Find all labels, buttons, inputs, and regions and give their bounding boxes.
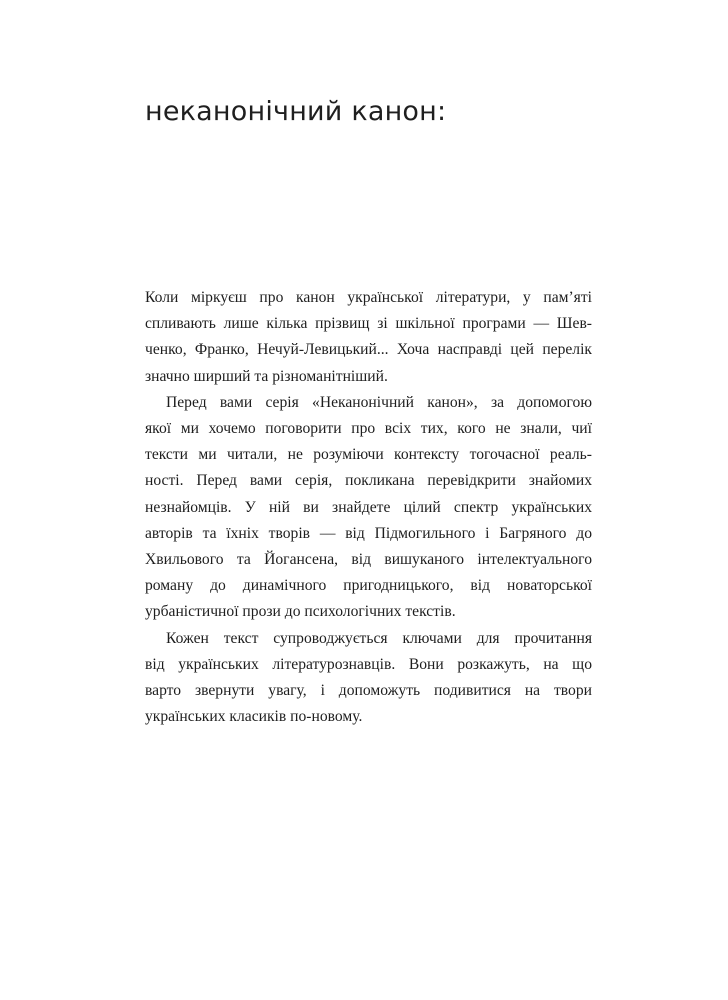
paragraph-2-line-7: Хвильового та Йогансена, від вишуканого інтелектуального: [145, 551, 592, 569]
paragraph-2-line-3: тексти ми читали, не розуміючи контексту тогочасної реаль-: [145, 446, 592, 464]
paragraph-1-line-4: значно ширший та різноманітніший.: [145, 367, 388, 385]
paragraph-1-line-1: Коли міркуєш про канон української літератури, у пам’яті: [145, 289, 592, 306]
paragraph-2-line-9: урбаністичної прози до психологічних текстів.: [145, 603, 456, 621]
paragraph-2-line-6: авторів та їхніх творів — від Підмогильного і Багряного до: [145, 524, 592, 542]
paragraph-2-line-1: Перед вами серія «Неканонічний канон», за допомогою: [166, 393, 592, 411]
paragraph-3-line-3: варто звернути увагу, і допоможуть подивитися на твори: [145, 682, 592, 700]
paragraph-2-line-5: незнайомців. У ній ви знайдете цілий спектр українських: [145, 498, 592, 516]
paragraph-3-line-2: від українських літературознавців. Вони розкажуть, на що: [145, 655, 592, 673]
page-title: неканонічний канон:: [145, 96, 447, 127]
paragraph-2-line-8: роману до динамічного пригодницького, від новаторської: [145, 577, 592, 595]
body-text: [145, 285, 592, 730]
paragraph-2-line-2: якої ми хочемо поговорити про всіх тих, кого не знали, чиї: [145, 420, 592, 438]
paragraph-3-line-4: українських класиків по-новому.: [145, 708, 363, 726]
paragraph-2-line-4: ності. Перед вами серія, покликана перевідкрити знайомих: [145, 472, 592, 490]
paragraph-1-line-3: ченко, Франко, Нечуй-Левицький... Хоча насправді цей перелік: [145, 341, 592, 359]
paragraph-3-line-1: Кожен текст супроводжується ключами для прочитання: [166, 629, 592, 647]
paragraph-1-line-2: спливають лише кілька прізвищ зі шкільної програми — Шев-: [145, 315, 592, 333]
